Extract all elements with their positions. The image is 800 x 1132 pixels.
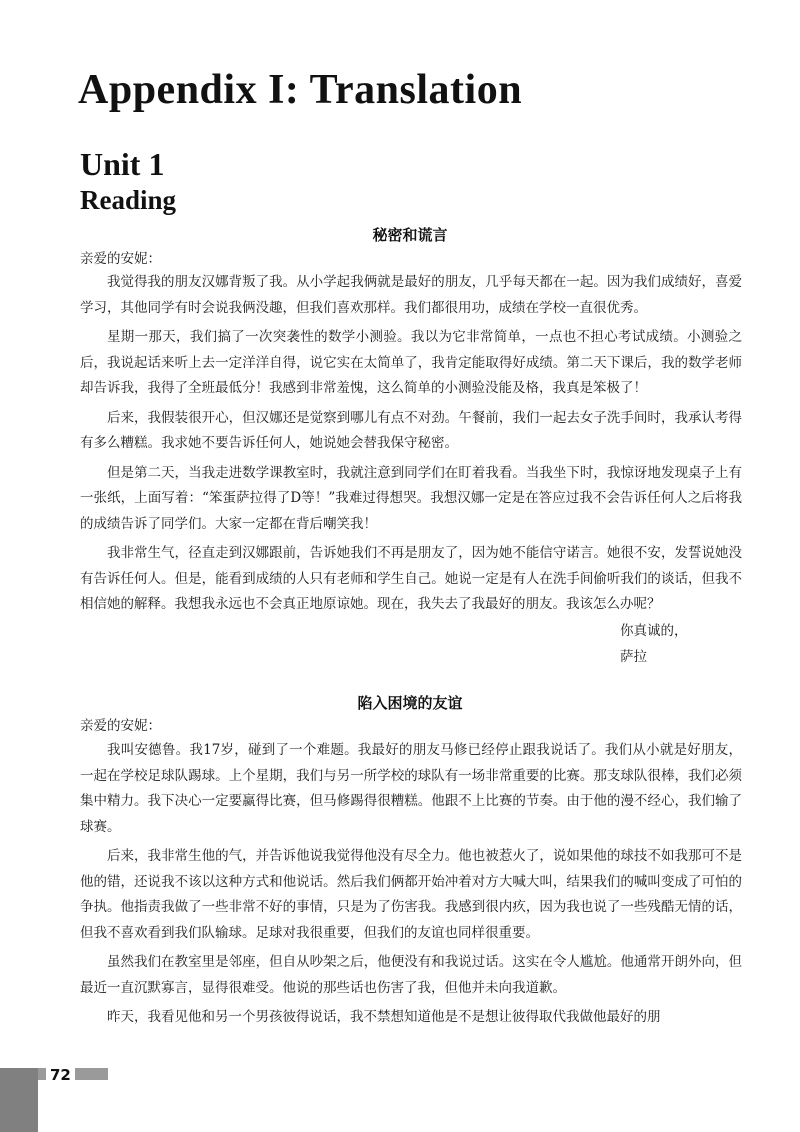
letter-1-paragraph: 我非常生气，径直走到汉娜跟前，告诉她我们不再是朋友了，因为她不能信守诺言。她很不安，发誓说她没有告诉任何人。但是，能看到成绩的人只有老师和学生自己。她说一定是有人在洗手间偷听我们的谈话，但我不相信她的解释。我想我永远也不会真正地原谅她。现在，我失去了我最好的朋友。我该怎么办呢？ [80, 545, 742, 612]
letter-1-paragraph: 我觉得我的朋友汉娜背叛了我。从小学起我俩就是最好的朋友，几乎每天都在一起。因为我们成绩好，喜爱学习，其他同学有时会说我俩没趣，但我们喜欢那样。我们都很用功，成绩在学校一直很优秀。 [80, 274, 742, 316]
letter-1-paragraph: 星期一那天，我们搞了一次突袭性的数学小测验。我以为它非常简单，一点也不担心考试成绩。小测验之后，我说起话来听上去一定洋洋自得，说它实在太简单了，我肯定能取得好成绩。第二天下课后，我的数学老师却告诉我，我得了全班最低分！我感到非常羞愧，这么简单的小测验没能及格，我真是笨极了！ [80, 329, 742, 396]
letter-2-paragraph: 我叫安德鲁。我17岁，碰到了一个难题。我最好的朋友马修已经停止跟我说话了。我们从小就是好朋友，一起在学校足球队踢球。上个星期，我们与另一所学校的球队有一场非常重要的比赛。那支球队很棒，我们必须集中精力。我下决心一定要赢得比赛，但马修踢得很糟糕。他跟不上比赛的节奏。由于他的漫不经心，我们输了球赛。 [80, 742, 742, 835]
letter-1-paragraph: 但是第二天，当我走进数学课教室时，我就注意到同学们在盯着我看。当我坐下时，我惊讶地发现桌子上有一张纸，上面写着：“笨蛋萨拉得了D等！”我难过得想哭。我想汉娜一定是在答应过我不会告诉任何人之后将我的成绩告诉了同学们。大家一定都在背后嘲笑我！ [80, 464, 742, 532]
page-number: 72 [46, 1066, 75, 1084]
letter-1-closing: 你真诚的， [620, 623, 688, 639]
letter-2-body [80, 738, 742, 1031]
section-title: Reading [80, 185, 177, 215]
page-corner-block [0, 1068, 38, 1132]
letter-2-title: 陷入困境的友谊 [357, 694, 463, 712]
letter-2-paragraph: 虽然我们在教室里是邻座，但自从吵架之后，他便没有和我说过话。这实在令人尴尬。他通常开朗外向，但最近一直沉默寡言，显得很难受。他说的那些话也伤害了我，但他并未向我道歉。 [80, 954, 742, 996]
letter-1-title: 秘密和谎言 [372, 226, 448, 244]
unit-title: Unit 1 [80, 146, 165, 182]
letter-1-paragraph: 后来，我假装很开心，但汉娜还是觉察到哪儿有点不对劲。午餐前，我们一起去女子洗手间时，我承认考得有多么糟糕。我求她不要告诉任何人，她说她会替我保守秘密。 [80, 409, 742, 451]
appendix-title: Appendix I: Translation [78, 67, 523, 113]
letter-2-paragraph: 后来，我非常生他的气，并告诉他说我觉得他没有尽全力。他也被惹火了，说如果他的球技不如我那可不是他的错，还说我不该以这种方式和他说话。然后我们俩都开始冲着对方大喊大叫，结果我们的喊叫变成了可怕的争执。他指责我做了一些非常不好的事情，只是为了伤害我。我感到很内疚，因为我也说了一些残酷无情的话，但我不喜欢看到我们队输球。足球对我很重要，但我们的友谊也同样很重要。 [80, 848, 742, 941]
letter-1-signature: 萨拉 [620, 649, 647, 665]
letter-1-body [80, 270, 742, 618]
letter-2-greeting: 亲爱的安妮： [80, 718, 161, 734]
letter-2-paragraph: 昨天，我看见他和另一个男孩彼得说话，我不禁想知道他是不是想让彼得取代我做他最好的朋 [107, 1009, 661, 1025]
letter-1-greeting: 亲爱的安妮： [80, 251, 161, 267]
